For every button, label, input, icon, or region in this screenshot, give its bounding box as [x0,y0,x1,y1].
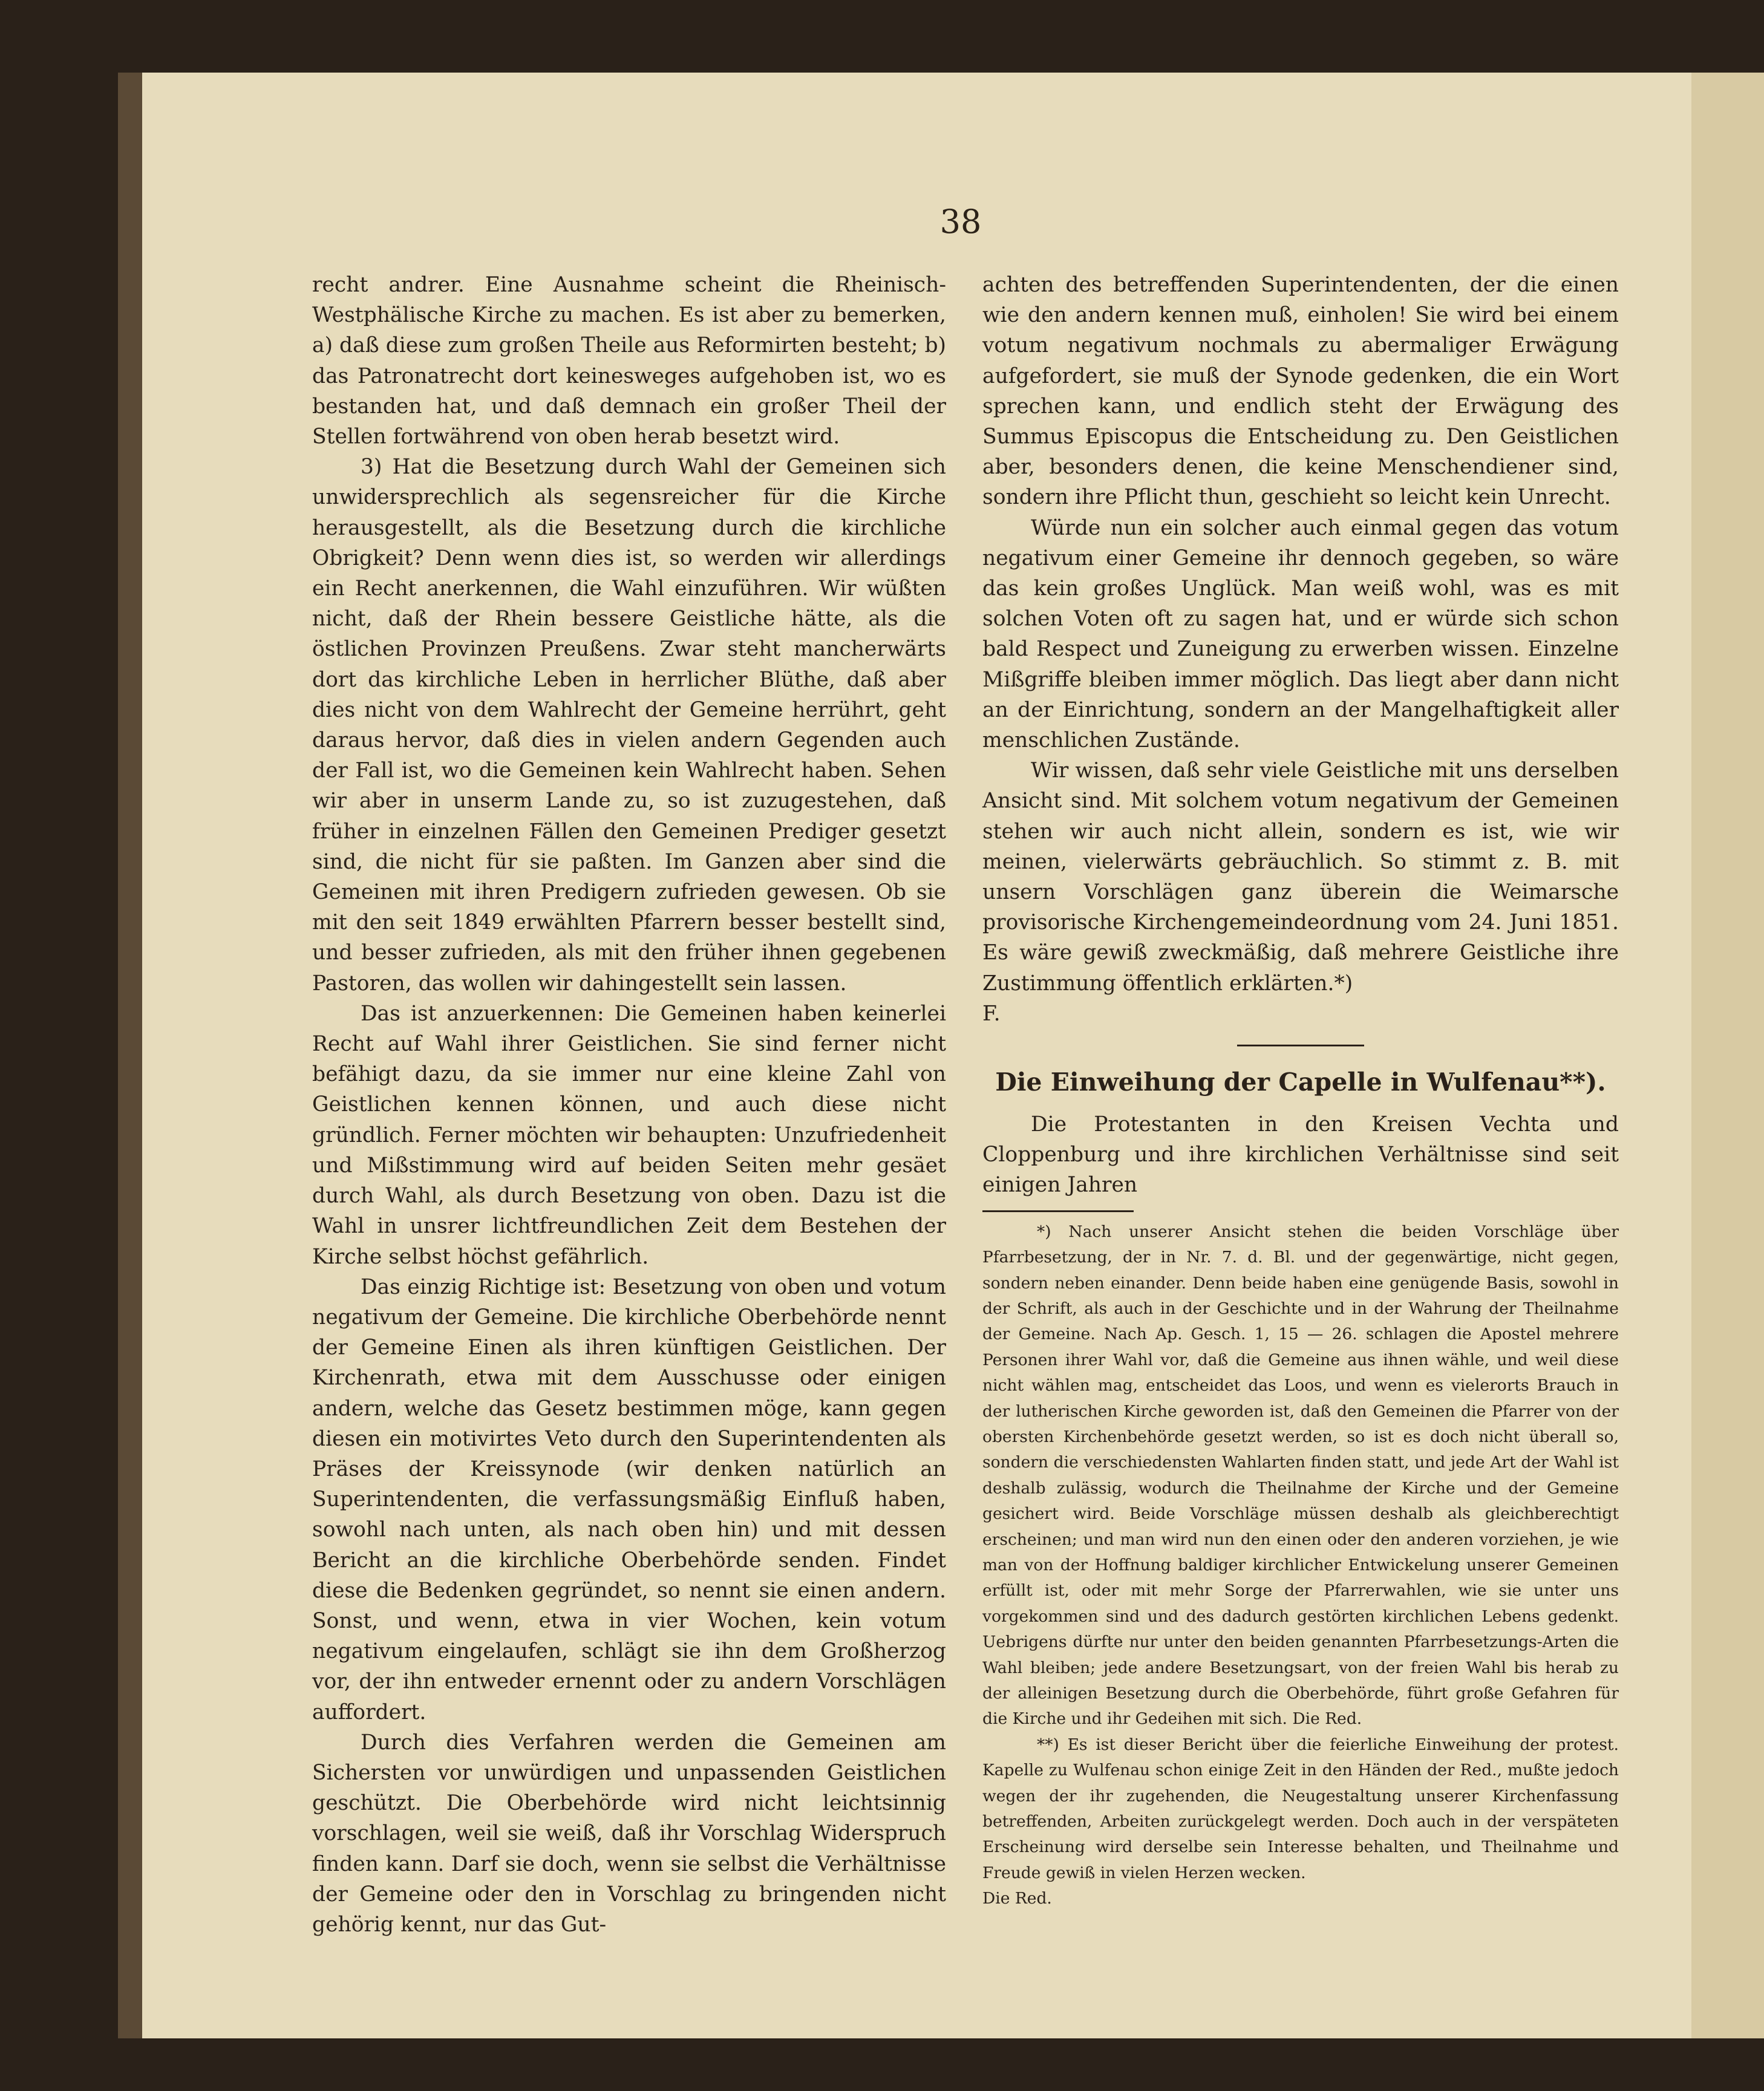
footnote: **) Es ist dieser Bericht über die feierliche Einweihung der protest. Kapelle zu Wulfenau schon einige Zeit in den Händen der Red., mußte jedoch wegen der ihr zugehenden, die Neugestaltung unserer Kirchenfassung betreffenden, Arbeiten zurückgelegt werden. Doch auch in der verspäteten Erscheinung wird derselbe sein Interesse behalten, und Theilnahme und Freude gewiß in vielen Herzen wecken. [982,1735,1619,1882]
paragraph: Durch dies Verfahren werden die Gemeinen am Sichersten vor unwürdigen und unpassenden Geistlichen geschützt. Die Oberbehörde wird nicht leichtsinnig vorschlagen, weil sie weiß, daß ihr Vorschlag Widerspruch finden kann. Darf sie doch, wenn sie selbst die Verhältnisse der Gemeine oder den in Vorschlag zu bringenden nicht gehörig kennt, nur das Gut- [312,1730,946,1937]
footnote-divider [982,1210,1134,1212]
author-signature: F. [982,1001,1001,1026]
section-divider [1237,1045,1364,1046]
paragraph: Würde nun ein solcher auch einmal gegen das votum negativum einer Gemeine ihr dennoch gegeben, so wäre das kein großes Unglück. Man weiß wohl, was es mit solchen Voten oft zu sagen hat, und er würde sich schon bald Respect und Zuneigung zu erwerben wissen. Einzelne Mißgriffe bleiben immer möglich. Das liegt aber dann nicht an der Einrichtung, sondern an der Mangelhaftigkeit aller menschlichen Zustände. [982,515,1619,753]
page-number: 38 [939,203,982,241]
paragraph: Das einzig Richtige ist: Besetzung von oben und votum negativum der Gemeine. Die kirchliche Oberbehörde nennt der Gemeine Einen als ihren künftigen Geistlichen. Der Kirchenrath, etwa mit dem Ausschusse oder einigen andern, welche das Gesetz bestimmen möge, kann gegen diesen ein motivirtes Veto durch den Superintendenten als Präses der Kreissynode (wir denken natürlich an Superintendenten, die verfassungsmäßig Einfluß haben, sowohl nach unten, als nach oben hin) und mit dessen Bericht an die kirchliche Oberbehörde senden. Findet diese die Bedenken gegründet, so nennt sie einen andern. Sonst, und wenn, etwa in vier Wochen, kein votum negativum eingelaufen, schlägt sie ihn dem Großherzog vor, der ihn entweder ernennt oder zu andern Vorschlägen auffordert. [312,1274,946,1724]
footnote: *) Nach unserer Ansicht stehen die beiden Vorschläge über Pfarrbesetzung, der in Nr. 7. d. Bl. und der gegenwärtige, nicht gegen, sondern neben einander. Denn beide haben eine genügende Basis, sowohl in der Schrift, als auch in der Geschichte und in der Wahrung der Theilnahme der Gemeine. Nach Ap. Gesch. 1, 15 — 26. schlagen die Apostel mehrere Personen ihrer Wahl vor, daß die Gemeine aus ihnen wähle, und weil diese nicht wählen mag, entscheidet das Loos, und wenn es vielerorts Brauch in der lutherischen Kirche geworden ist, daß den Gemeinen die Pfarrer von der obersten Kirchenbehörde gesetzt werden, so ist es doch nicht überall so, sondern die verschiedensten Wahlarten finden statt, und jede Art der Wahl ist deshalb zulässig, wodurch die Theilnahme der Kirche und der Gemeine gesichert wird. Beide Vorschläge müssen deshalb als gleichberechtigt erscheinen; und man wird nun den einen oder den anderen vorziehen, je wie man von der Hoffnung baldiger kirchlicher Entwickelung unserer Gemeinen erfüllt ist, oder mit mehr Sorge der Pfarrerwahlen, wie sie unter uns vorgekommen sind und des dadurch gestörten kirchlichen Lebens gedenkt. Uebrigens dürfte nur unter den beiden genannten Pfarrbesetzungs-Arten die Wahl bleiben; jede andere Besetzungsart, von der freien Wahl bis herab zu der alleinigen Besetzung durch die Oberbehörde, führt große Gefahren für die Kirche und ihr Gedeihen mit sich. Die Red. [982,1222,1619,1729]
facing-page-edge [1691,73,1764,2038]
paragraph: Das ist anzuerkennen: Die Gemeinen haben keinerlei Recht auf Wahl ihrer Geistlichen. Sie sind ferner nicht befähigt dazu, da sie immer nur eine kleine Zahl von Geistlichen kennen können, und auch diese nicht gründlich. Ferner möchten wir behaupten: Unzufriedenheit und Mißstimmung wird auf beiden Seiten mehr gesäet durch Wahl, als durch Besetzung von oben. Dazu ist die Wahl in unsrer lichtfreundlichen Zeit dem Bestehen der Kirche selbst höchst gefährlich. [312,1001,946,1269]
section-heading: Die Einweihung der Capelle in Wulfenau**). [995,1068,1606,1097]
footnote-signature: Die Red. [982,1889,1052,1908]
paragraph: achten des betreffenden Superintendenten, der die einen wie den andern kennen muß, einholen! Sie wird bei einem votum negativum nochmals zu abermaliger Erwägung aufgefordert, sie muß der Synode gedenken, die ein Wort sprechen kann, und endlich steht der Erwägung des Summus Episcopus die Entscheidung zu. Den Geistlichen aber, besonders denen, die keine Menschendiener sind, sondern ihre Pflicht thun, geschieht so leicht kein Unrecht. [982,273,1619,510]
paragraph: Wir wissen, daß sehr viele Geistliche mit uns derselben Ansicht sind. Mit solchem votum negativum der Gemeinen stehen wir auch nicht allein, sondern es ist, wie wir meinen, vielerwärts gebräuchlich. So stimmt z. B. mit unsern Vorschlägen ganz überein die Weimarsche provisorische Kirchengemeindeordnung vom 24. Juni 1851. Es wäre gewiß zweckmäßig, daß mehrere Geistliche ihre Zustimmung öffentlich erklärten.*) [982,758,1619,996]
right-column [982,270,1619,1912]
left-column [312,270,946,1940]
paragraph: 3) Hat die Besetzung durch Wahl der Gemeinen sich unwidersprechlich als segensreicher für die Kirche herausgestellt, als die Besetzung durch die kirchliche Obrigkeit? Denn wenn dies ist, so werden wir allerdings ein Recht anerkennen, die Wahl einzuführen. Wir wüßten nicht, daß der Rhein bessere Geistliche hätte, als die östlichen Provinzen Preußens. Zwar steht mancherwärts dort das kirchliche Leben in herrlicher Blüthe, daß aber dies nicht von dem Wahlrecht der Gemeine herrührt, geht daraus hervor, daß dies in vielen andern Gegenden auch der Fall ist, wo die Gemeinen kein Wahlrecht haben. Sehen wir aber in unserm Lande zu, so ist zuzugestehen, daß früher in einzelnen Fällen den Gemeinen Prediger gesetzt sind, die nicht für sie paßten. Im Ganzen aber sind die Gemeinen mit ihren Predigern zufrieden gewesen. Ob sie mit den seit 1849 erwählten Pfarrern besser bestellt sind, und besser zufrieden, als mit den früher ihnen gegebenen Pastoren, das wollen wir dahingestellt sein lassen. [312,455,946,996]
paragraph: Die Protestanten in den Kreisen Vechta und Cloppenburg und ihre kirchlichen Verhältnisse sind seit einigen Jahren [982,1112,1619,1198]
footnotes [982,1219,1619,1912]
paragraph: recht andrer. Eine Ausnahme scheint die Rheinisch-Westphälische Kirche zu machen. Es ist aber zu bemerken, a) daß diese zum großen Theile aus Reformirten besteht; b) das Patronatrecht dort keinesweges aufgehoben ist, wo es bestanden hat, und daß demnach ein großer Theil der Stellen fortwährend von oben herab besetzt wird. [312,273,946,449]
